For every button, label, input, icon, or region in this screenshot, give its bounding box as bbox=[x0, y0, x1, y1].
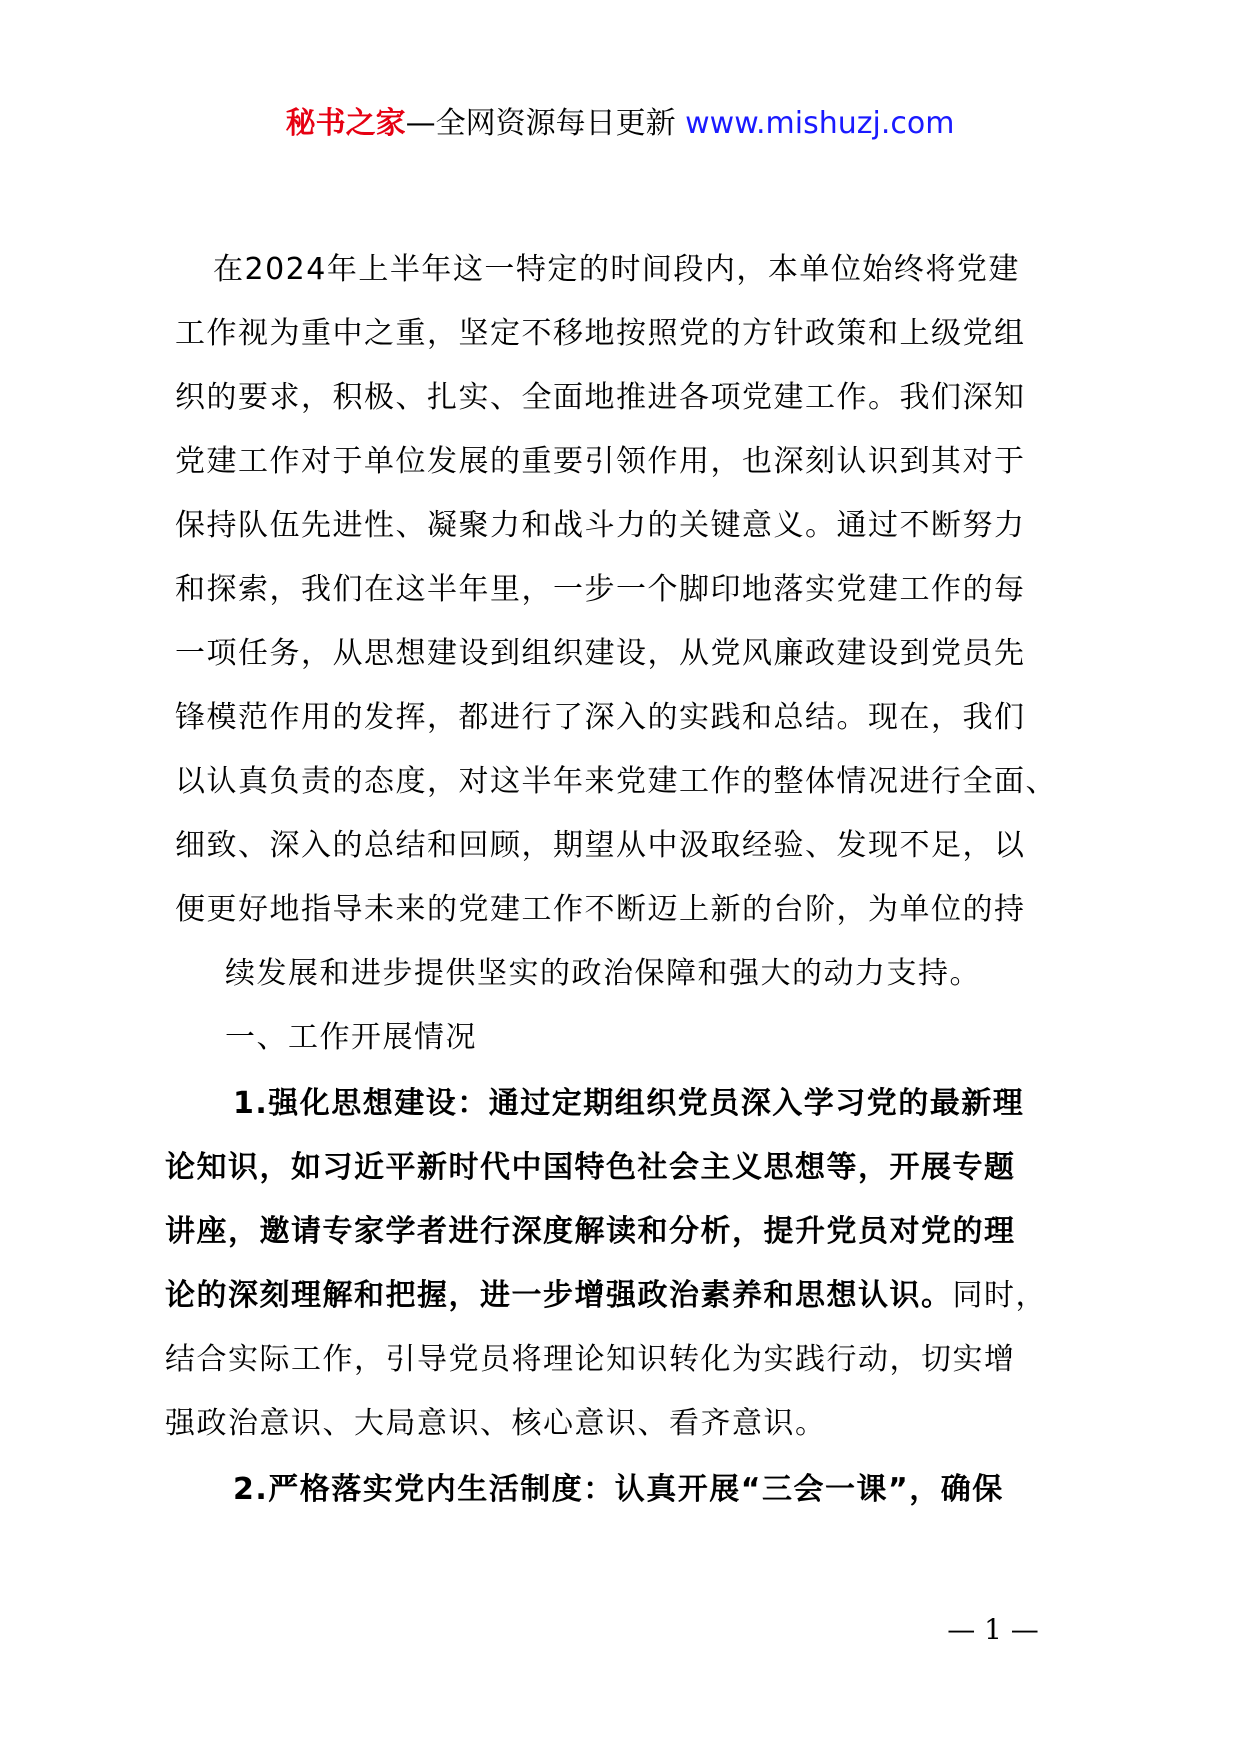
intro-line: 锋模范作用的发挥，都进行了深入的实践和总结。现在，我们 bbox=[175, 700, 1026, 735]
item1-normal-tail: 同时， bbox=[952, 1278, 1047, 1313]
intro-paragraph bbox=[175, 238, 1057, 942]
header-brand: 秘书之家 bbox=[285, 106, 406, 141]
intro-line: 保持队伍先进性、凝聚力和战斗力的关键意义。通过不断努力 bbox=[175, 508, 1026, 543]
intro-line: 和探索，我们在这半年里，一步一个脚印地落实党建工作的每 bbox=[175, 572, 1026, 607]
intro-line: 工作视为重中之重，坚定不移地按照党的方针政策和上级党组 bbox=[175, 316, 1026, 351]
item1-bold-line: 论知识，如习近平新时代中国特色社会主义思想等，开展专题 bbox=[165, 1150, 1016, 1185]
item2-paragraph bbox=[233, 1458, 1004, 1522]
section-heading bbox=[225, 1006, 477, 1070]
section1-heading: 一、工作开展情况 bbox=[225, 1020, 477, 1055]
intro-line: 以认真负责的态度，对这半年来党建工作的整体情况进行全面、 bbox=[175, 764, 1057, 799]
item1-line: 结合实际工作，引导党员将理论知识转化为实践行动，切实增 bbox=[165, 1342, 1016, 1377]
item1-paragraph bbox=[165, 1072, 1047, 1456]
intro-line: 一项任务，从思想建设到组织建设，从党风廉政建设到党员先 bbox=[175, 636, 1026, 671]
intro-line: 党建工作对于单位发展的重要引领作用，也深刻认识到其对于 bbox=[175, 444, 1026, 479]
intro-line: 细致、深入的总结和回顾，期望从中汲取经验、发现不足，以 bbox=[175, 828, 1026, 863]
item1-bold-line: 1.强化思想建设：通过定期组织党员深入学习党的最新理 bbox=[233, 1086, 1025, 1121]
page-header bbox=[0, 104, 1240, 144]
page-number: — 1 — bbox=[947, 1613, 1039, 1646]
item1-bold-tail: 论的深刻理解和把握，进一步增强政治素养和思想认识。 bbox=[165, 1278, 953, 1313]
item1-line: 强政治意识、大局意识、核心意识、看齐意识。 bbox=[165, 1406, 827, 1441]
header-url[interactable]: www.mishuzj.com bbox=[685, 106, 955, 141]
item1-bold-line: 讲座，邀请专家学者进行深度解读和分析，提升党员对党的理 bbox=[165, 1214, 1016, 1249]
intro-line: 织的要求，积极、扎实、全面地推进各项党建工作。我们深知 bbox=[175, 380, 1026, 415]
item2-bold-line: 2.严格落实党内生活制度：认真开展“三会一课”，确保 bbox=[233, 1472, 1004, 1507]
intro-line: 便更好地指导未来的党建工作不断迈上新的台阶，为单位的持 bbox=[175, 892, 1026, 927]
intro-last-line: 续发展和进步提供坚实的政治保障和强大的动力支持。 bbox=[225, 956, 981, 991]
header-tagline: —全网资源每日更新 bbox=[405, 106, 676, 141]
intro-line: 在2024年上半年这一特定的时间段内，本单位始终将党建 bbox=[213, 252, 1020, 287]
intro-paragraph-end bbox=[225, 942, 981, 1006]
